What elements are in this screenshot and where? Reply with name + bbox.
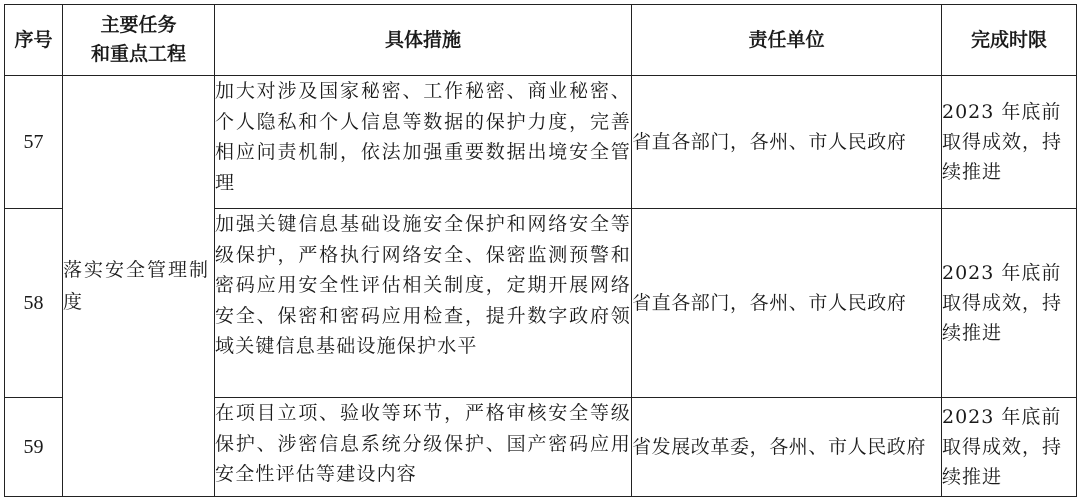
- measure-cell: 加强关键信息基础设施安全保护和网络安全等级保护，严格执行网络安全、保密监测预警和密码应用安全性评估相关制度，定期开展网络安全、保密和密码应用检查，提升数字政府领域关键信息基础设施保护水平: [215, 209, 632, 398]
- header-deadline: 完成时限: [942, 5, 1077, 76]
- unit-cell: 省直各部门，各州、市人民政府: [632, 209, 942, 398]
- deadline-cell: 2023 年底前取得成效，持续推进: [942, 209, 1077, 398]
- unit-cell: 省直各部门，各州、市人民政府: [632, 76, 942, 209]
- task-table: [4, 4, 1077, 497]
- table-header-row: [5, 5, 1077, 76]
- row-index: 58: [5, 209, 63, 398]
- header-unit: 责任单位: [632, 5, 942, 76]
- row-index: 57: [5, 76, 63, 209]
- deadline-cell: 2023 年底前取得成效，持续推进: [942, 398, 1077, 497]
- deadline-cell: 2023 年底前取得成效，持续推进: [942, 76, 1077, 209]
- measure-cell: 在项目立项、验收等环节，严格审核安全等级保护、涉密信息系统分级保护、国产密码应用安全性评估等建设内容: [215, 398, 632, 497]
- header-task: [63, 5, 215, 76]
- header-index: 序号: [5, 5, 63, 76]
- task-group-cell: 落实安全管理制度: [63, 76, 215, 497]
- row-index: 59: [5, 398, 63, 497]
- header-task-line2: 和重点工程: [90, 43, 186, 65]
- header-task-line1: 主要任务: [100, 14, 177, 36]
- header-measures: 具体措施: [215, 5, 632, 76]
- unit-cell: 省发展改革委，各州、市人民政府: [632, 398, 942, 497]
- table-row: [5, 76, 1077, 209]
- measure-cell: 加大对涉及国家秘密、工作秘密、商业秘密、个人隐私和个人信息等数据的保护力度，完善相应问责机制，依法加强重要数据出境安全管理: [215, 76, 632, 209]
